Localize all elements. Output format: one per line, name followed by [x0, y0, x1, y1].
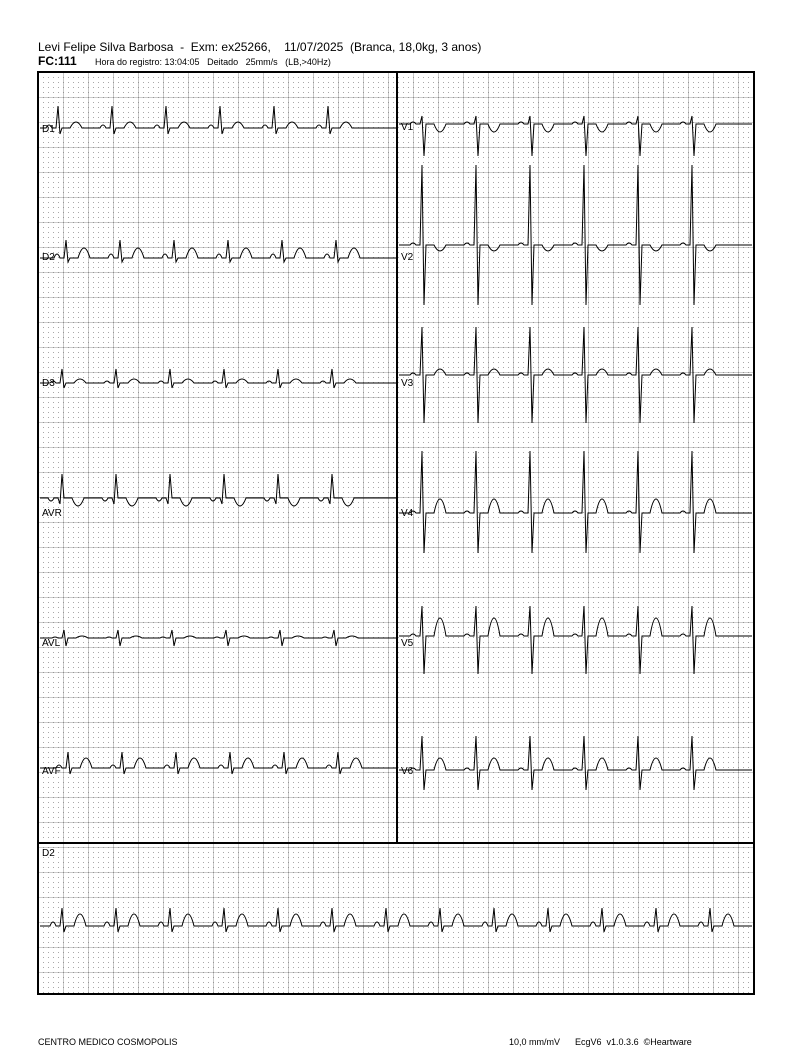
lead-label-d1: D1: [42, 124, 55, 135]
record-info: Hora do registro: 13:04:05 Deitado 25mm/s (LB,>40Hz): [95, 57, 331, 67]
lead-label-avl: AVL: [42, 638, 61, 649]
lead-label-v1: V1: [401, 122, 414, 133]
lead-label-d2: D2: [42, 252, 55, 263]
software-label: EcgV6 v1.0.3.6 ©Heartware: [575, 1037, 692, 1047]
heart-rate-label: FC:111: [38, 54, 77, 68]
lead-label-rhythm: D2: [42, 848, 55, 859]
lead-label-avr: AVR: [42, 508, 62, 519]
lead-label-v2: V2: [401, 252, 414, 263]
calibration-label: 10,0 mm/mV: [509, 1037, 561, 1047]
lead-label-avf: AVF: [42, 766, 61, 777]
lead-label-v6: V6: [401, 766, 414, 777]
clinic-name: CENTRO MEDICO COSMOPOLIS: [38, 1037, 178, 1047]
lead-label-v5: V5: [401, 638, 414, 649]
lead-label-d3: D3: [42, 378, 55, 389]
software-info: [509, 1037, 692, 1047]
lead-label-v3: V3: [401, 378, 414, 389]
lead-label-v4: V4: [401, 508, 414, 519]
patient-info: Levi Felipe Silva Barbosa - Exm: ex25266, 11/07/2025 (Branca, 18,0kg, 3 anos): [38, 40, 482, 54]
